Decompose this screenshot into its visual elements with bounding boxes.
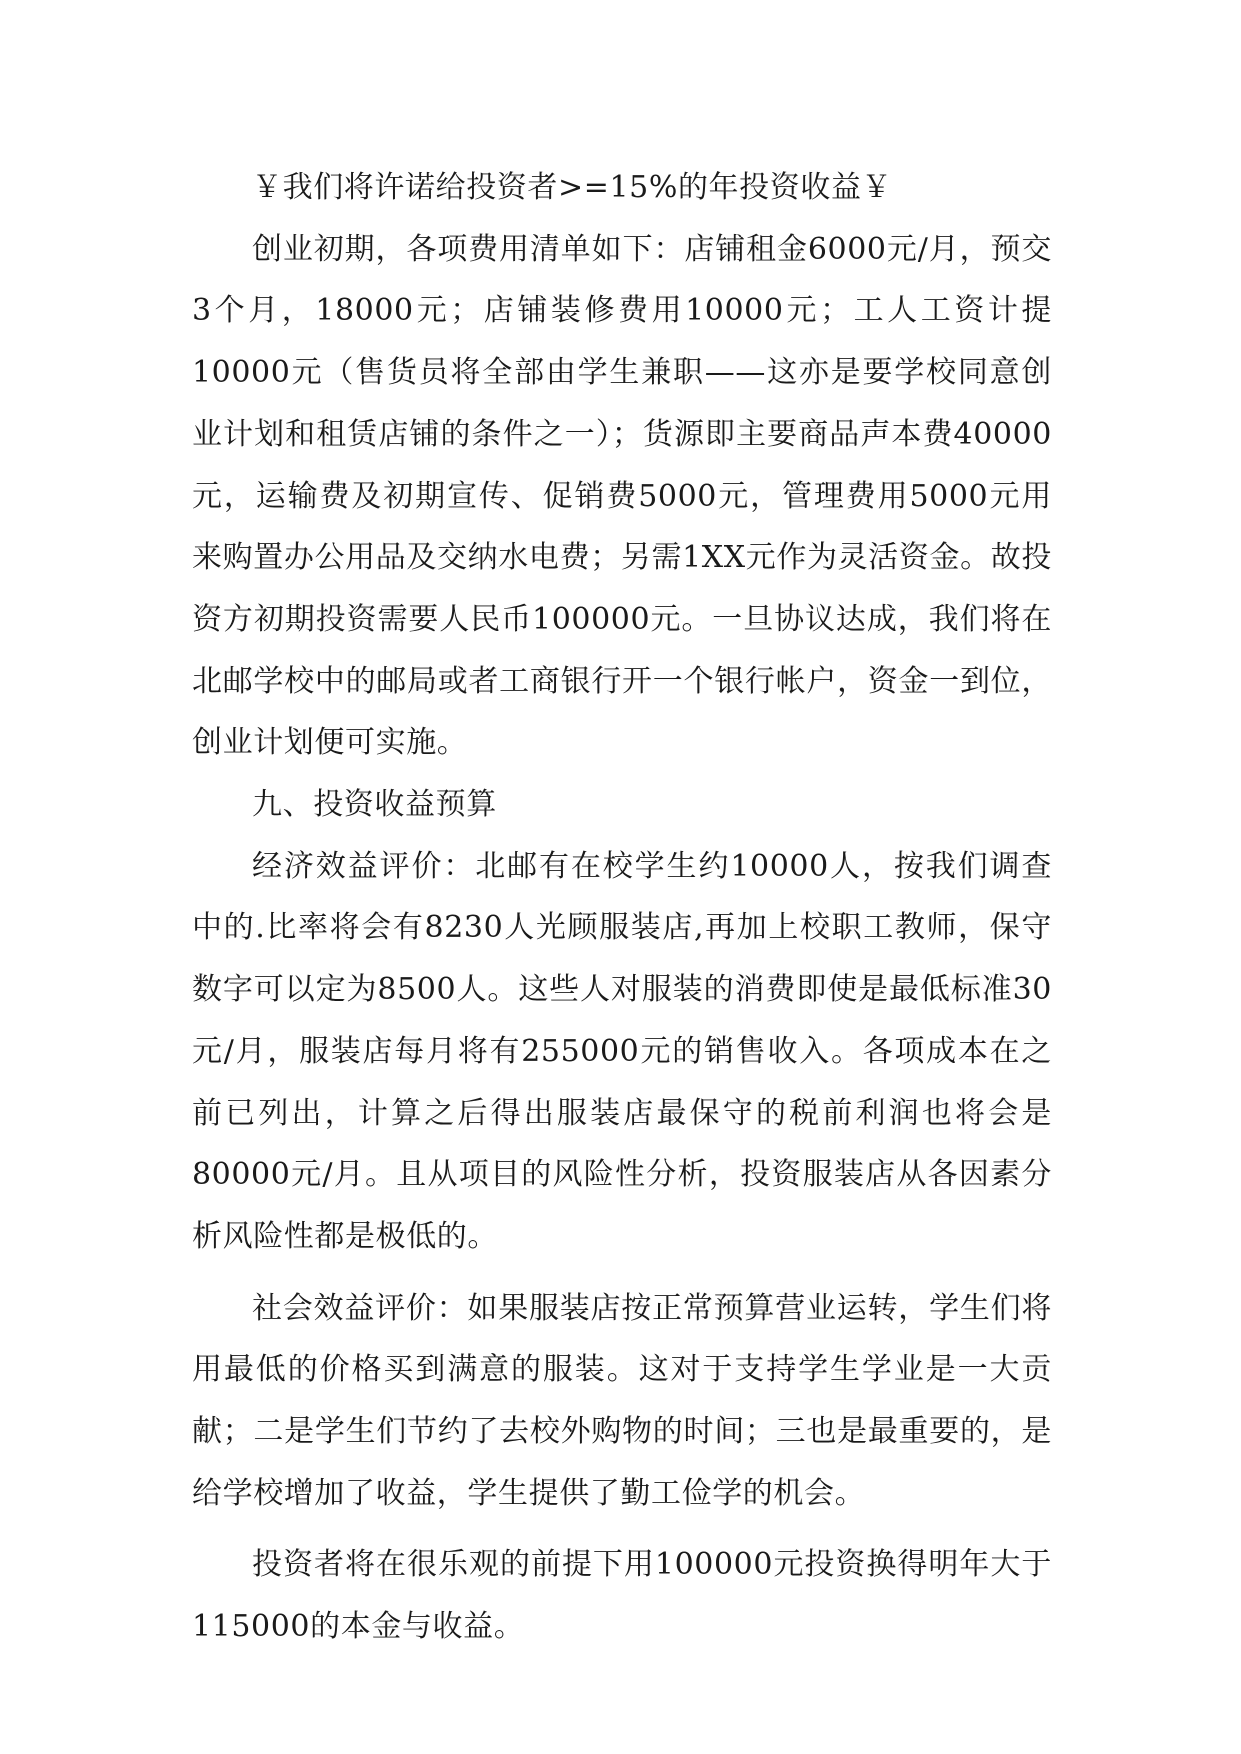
document-body	[192, 157, 1052, 1658]
investor-return-paragraph: 投资者将在很乐观的前提下用100000元投资换得明年大于115000的本金与收益。	[192, 1547, 1052, 1645]
social-benefit-paragraph: 社会效益评价：如果服装店按正常预算营业运转，学生们将用最低的价格买到满意的服装。这对于支持学生学业是一大贡献；二是学生们节约了去校外购物的时间；三也是最重要的，是给学校增加了收益，学生提供了勤工俭学的机会。	[192, 1290, 1052, 1511]
startup-cost-paragraph: 创业初期，各项费用清单如下：店铺租金6000元/月，预交3个月，18000元；店铺装修费用10000元；工人工资计提10000元（售货员将全部由学生兼职——这亦是要学校同意创业计划和租赁店铺的条件之一）；货源即主要商品声本费40000元，运输费及初期宣传、促销费5000元，管理费用5000元用来购置办公用品及交纳水电费；另需1XX元作为灵活资金。故投资方初期投资需要人民币100000元。一旦协议达成，我们将在北邮学校中的邮局或者工商银行开一个银行帐户，资金一到位，创业计划便可实施。	[192, 231, 1052, 761]
economic-benefit-paragraph: 经济效益评价：北邮有在校学生约10000人，按我们调查中的.比率将会有8230人光顾服装店,再加上校职工教师，保守数字可以定为8500人。这些人对服装的消费即使是最低标准30元/月，服装店每月将有255000元的销售收入。各项成本在之前已列出，计算之后得出服装店最保守的税前利润也将会是80000元/月。且从项目的风险性分析，投资服装店从各因素分析风险性都是极低的。	[192, 848, 1052, 1254]
return-promise-line: ￥我们将许诺给投资者>=15%的年投资收益￥	[252, 170, 893, 205]
section-heading-investment-budget: 九、投资收益预算	[252, 787, 497, 823]
